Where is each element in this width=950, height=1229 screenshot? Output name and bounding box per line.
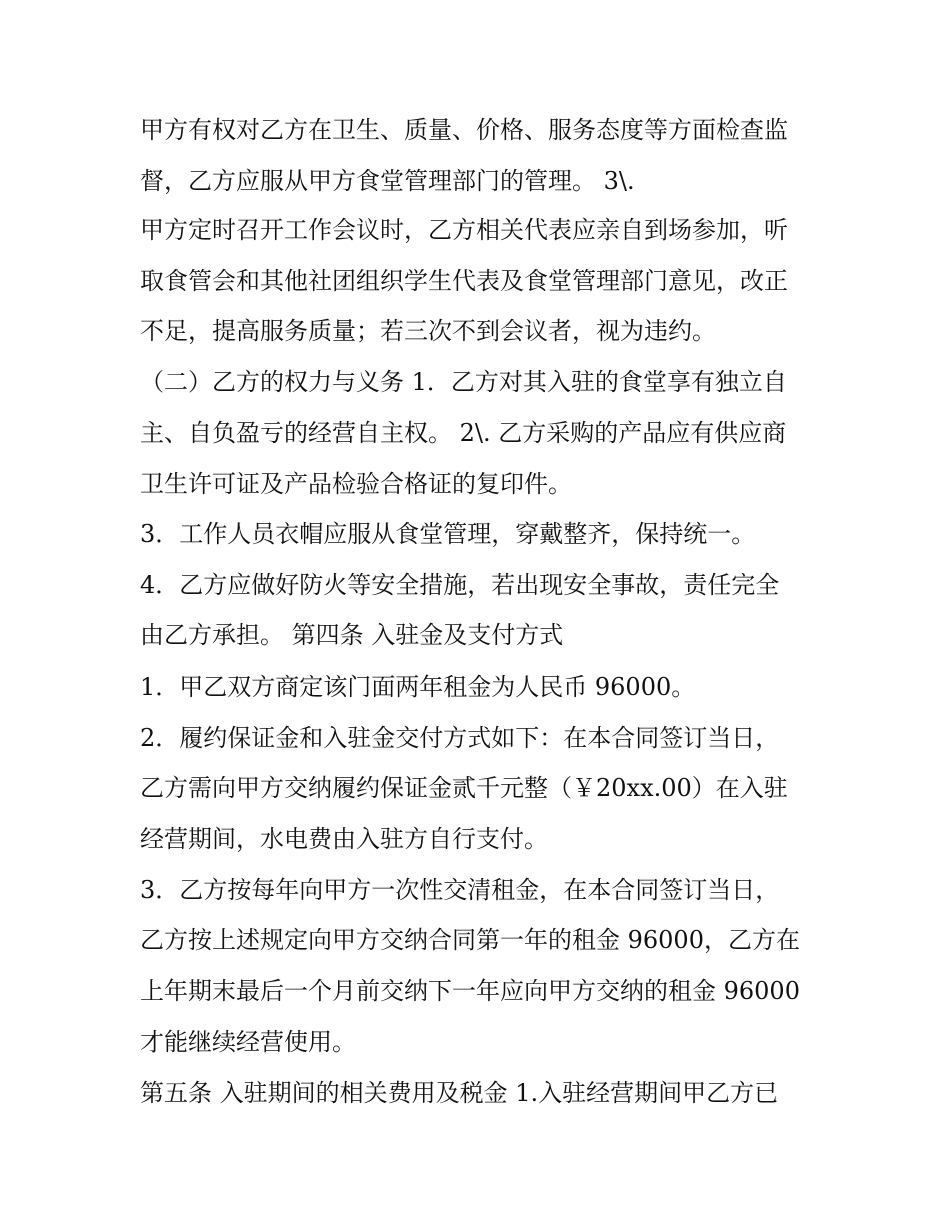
text-line: 第五条 入驻期间的相关费用及税金 1.入驻经营期间甲乙方已 — [140, 1079, 779, 1107]
text-line: 3．乙方按每年向甲方一次性交清租金，在本合同签订当日， — [140, 876, 780, 904]
text-line: 1．甲乙双方商定该门面两年租金为人民币 96000。 — [140, 673, 696, 701]
text-line: （二）乙方的权力与义务 1．乙方对其入驻的食堂享有独立自 — [140, 368, 787, 396]
text-line: 由乙方承担。 第四条 入驻金及支付方式 — [140, 621, 564, 649]
text-line: 乙方需向甲方交纳履约保证金贰千元整（￥20xx.00）在入驻 — [140, 774, 788, 802]
text-line: 2．履约保证金和入驻金交付方式如下：在本合同签订当日， — [140, 724, 780, 752]
text-line: 督，乙方应服从甲方食堂管理部门的管理。 3\. — [140, 167, 635, 195]
text-line: 乙方按上述规定向甲方交纳合同第一年的租金 96000，乙方在 — [140, 926, 800, 954]
text-line: 才能继续经营使用。 — [140, 1028, 356, 1056]
text-line: 上年期末最后一个月前交纳下一年应向甲方交纳的租金 96000 — [140, 977, 800, 1005]
text-line: 主、自负盈亏的经营自主权。 2\. 乙方采购的产品应有供应商 — [140, 419, 787, 447]
text-line: 3．工作人员衣帽应服从食堂管理，穿戴整齐，保持统一。 — [140, 520, 756, 548]
text-line: 甲方有权对乙方在卫生、质量、价格、服务态度等方面检查监 — [140, 116, 788, 144]
text-line: 经营期间，水电费由入驻方自行支付。 — [140, 825, 548, 853]
text-line: 不足，提高服务质量；若三次不到会议者，视为违约。 — [140, 317, 716, 345]
text-line: 卫生许可证及产品检验合格证的复印件。 — [140, 470, 572, 498]
text-line: 取食管会和其他社团组织学生代表及食堂管理部门意见，改正 — [140, 267, 788, 295]
text-line: 4．乙方应做好防火等安全措施，若出现安全事故，责任完全 — [140, 571, 780, 599]
text-line: 甲方定时召开工作会议时，乙方相关代表应亲自到场参加，听 — [140, 216, 788, 244]
